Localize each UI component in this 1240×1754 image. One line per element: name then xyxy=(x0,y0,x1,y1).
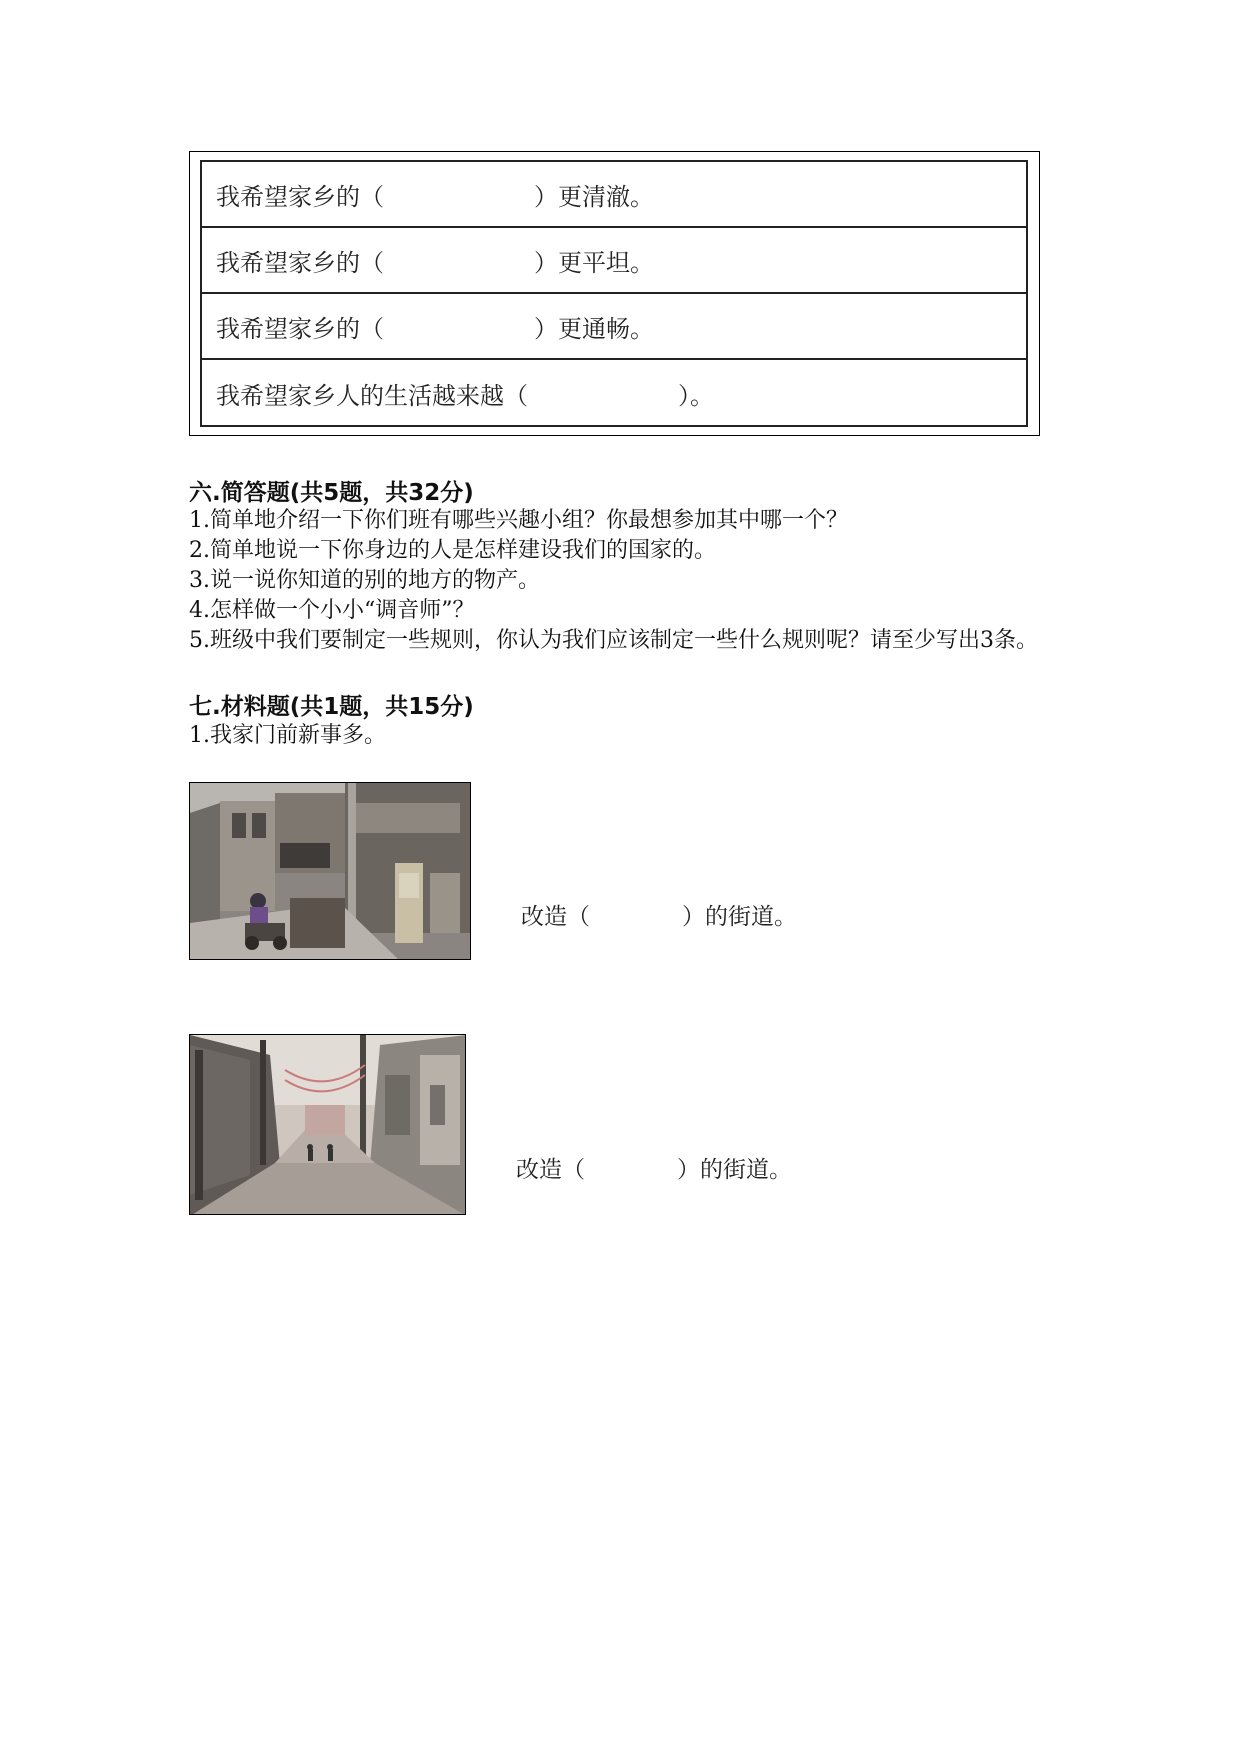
question-4: 4.怎样做一个小小“调音师”？ xyxy=(189,598,475,623)
material-question-1: 1.我家门前新事多。 xyxy=(189,723,386,748)
row-prefix: 我希望家乡的（ xyxy=(216,182,384,211)
table-row xyxy=(202,360,1026,427)
table-row xyxy=(202,162,1026,228)
table-row xyxy=(202,294,1026,360)
question-1: 1.简单地介绍一下你们班有哪些兴趣小组？你最想参加其中哪一个？ xyxy=(189,508,848,533)
old-street-photo xyxy=(189,782,471,960)
question-5: 5.班级中我们要制定一些规则，你认为我们应该制定一些什么规则呢？请至少写出3条。 xyxy=(189,628,1038,653)
row-suffix: ）。 xyxy=(678,382,714,410)
section-7-title: 七.材料题(共1题，共15分) xyxy=(189,694,474,720)
row-suffix: ）更平坦。 xyxy=(534,248,654,277)
caption-renovated-street: 改造（ ）的街道。 xyxy=(516,1157,792,1183)
row-prefix: 我希望家乡的（ xyxy=(216,314,384,343)
row-suffix: ）更通畅。 xyxy=(534,314,654,343)
renovated-street-photo xyxy=(189,1034,466,1215)
question-2: 2.简单地说一下你身边的人是怎样建设我们的国家的。 xyxy=(189,538,716,563)
table-row xyxy=(202,228,1026,294)
section-6-title: 六.简答题(共5题，共32分) xyxy=(189,480,474,506)
fill-in-table xyxy=(200,160,1028,427)
row-prefix: 我希望家乡的（ xyxy=(216,248,384,277)
row-suffix: ）更清澈。 xyxy=(534,182,654,211)
question-3: 3.说一说你知道的别的地方的物产。 xyxy=(189,568,540,593)
row-prefix: 我希望家乡人的生活越来越（ xyxy=(216,382,528,410)
caption-old-street: 改造（ ）的街道。 xyxy=(521,904,797,930)
